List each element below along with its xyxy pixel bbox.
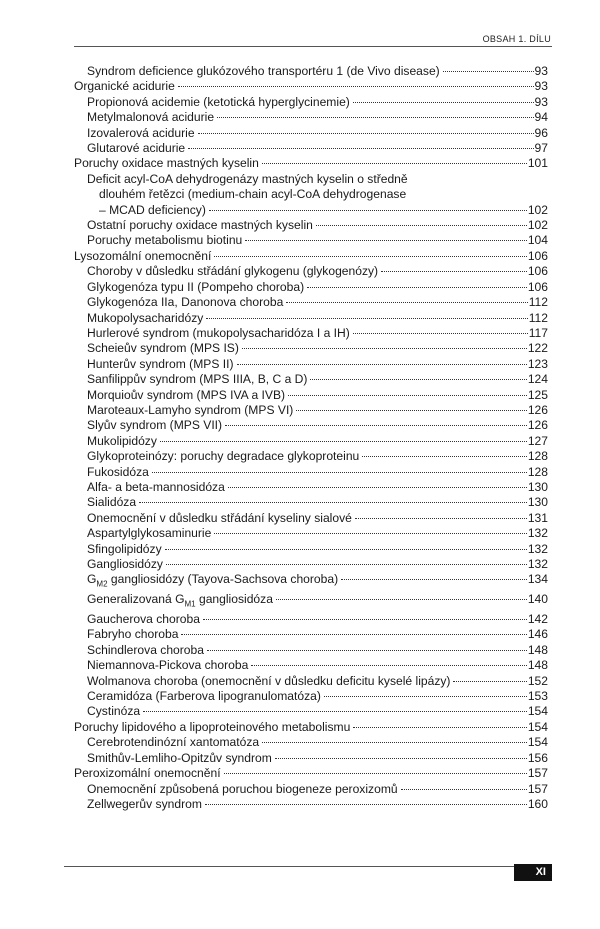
toc-entry <box>74 341 548 356</box>
dot-leader <box>353 727 527 728</box>
toc-entry-page: 132 <box>527 526 548 541</box>
toc-entry-title-text: Hunterův syndrom (MPS II) <box>87 356 234 371</box>
dot-leader <box>443 71 534 72</box>
toc-entry <box>74 449 548 464</box>
toc-entry-title <box>87 735 259 750</box>
dot-leader <box>245 240 527 241</box>
toc-entry <box>74 720 548 735</box>
toc-entry-title <box>87 434 157 449</box>
toc-entry-title-text: Schindlerova choroba <box>87 642 204 657</box>
toc-entry-title <box>87 674 450 689</box>
toc-entry-page: 104 <box>527 233 548 248</box>
dot-leader <box>206 318 527 319</box>
dot-leader <box>228 487 527 488</box>
dot-leader <box>237 364 527 365</box>
toc-entry <box>74 511 548 526</box>
toc-entry-title <box>74 79 175 94</box>
dot-leader <box>178 86 534 87</box>
toc-entry-title-text: gangliosidóza <box>195 592 273 607</box>
toc-entry-title <box>87 372 307 387</box>
toc-entry-title-text: Mukolipidózy <box>87 433 157 448</box>
toc-entry-title <box>87 418 222 433</box>
dot-leader <box>262 163 527 164</box>
dot-leader <box>401 789 527 790</box>
toc-entry <box>74 126 548 141</box>
toc-entry <box>74 418 548 433</box>
toc-entry-title <box>87 480 225 495</box>
toc-entry-title <box>87 388 285 403</box>
toc-entry-title-text: Poruchy metabolismu biotinu <box>87 233 243 248</box>
toc-entry-page: 93 <box>534 94 548 109</box>
table-of-contents <box>74 64 548 812</box>
toc-entry-title-text: Organické acidurie <box>74 79 175 94</box>
toc-entry-page: 96 <box>534 125 548 140</box>
dot-leader <box>307 287 527 288</box>
toc-entry <box>74 465 548 480</box>
toc-entry-page: 97 <box>534 141 548 156</box>
toc-entry-title-text: Hurlerové syndrom (mukopolysacharidóza I a IH) <box>87 325 350 340</box>
toc-entry-title-text: Morquioův syndrom (MPS IVA a IVB) <box>87 387 286 402</box>
toc-entry-page: 153 <box>527 689 548 704</box>
toc-entry-title-text: Propionová acidemie (ketotická hyperglycinemie) <box>87 94 350 109</box>
toc-entry-title-text: Mukopolysacharidózy <box>87 310 204 325</box>
toc-entry <box>74 79 548 94</box>
toc-entry-title-text: Scheieův syndrom (MPS IS) <box>87 341 239 356</box>
toc-entry-title <box>87 782 398 797</box>
toc-entry-page: 131 <box>527 510 548 525</box>
toc-entry <box>74 264 548 279</box>
toc-entry-title-text: Onemocnění v důsledku střádání kyseliny sialové <box>87 510 352 525</box>
toc-entry-title <box>87 557 163 572</box>
toc-entry <box>74 751 548 766</box>
toc-entry-title <box>87 704 140 719</box>
dot-leader <box>143 711 527 712</box>
page-number: XI <box>514 864 552 881</box>
toc-entry-title-text: Poruchy oxidace mastných kyselin <box>74 156 259 171</box>
toc-entry-title-text: Glykoproteinózy: poruchy degradace glykoproteinu <box>87 449 360 464</box>
dot-leader <box>355 518 527 519</box>
toc-entry-title-text: Onemocnění způsobená poruchou biogeneze peroxizomů <box>87 781 398 796</box>
toc-entry-page: 132 <box>527 541 548 556</box>
dot-leader <box>286 302 527 303</box>
dot-leader <box>205 804 527 805</box>
toc-entry <box>74 797 548 812</box>
toc-entry <box>74 233 548 248</box>
dot-leader <box>288 395 527 396</box>
toc-entry-title-text: Ostatní poruchy oxidace mastných kyselin <box>87 218 313 233</box>
toc-entry-title <box>87 689 321 704</box>
dot-leader <box>275 758 527 759</box>
toc-entry-page: 93 <box>534 79 548 94</box>
dot-leader <box>310 379 526 380</box>
toc-entry-title-text: Alfa- a beta-mannosidóza <box>87 479 225 494</box>
toc-entry-page: 93 <box>534 64 548 78</box>
dot-leader <box>207 650 527 651</box>
dot-leader <box>152 472 527 473</box>
dot-leader <box>362 456 527 457</box>
toc-entry <box>74 357 548 372</box>
toc-entry-title-text: gangliosidózy (Tayova-Sachsova choroba) <box>107 572 339 587</box>
header-rule <box>74 46 552 47</box>
toc-entry-title-text: Lysozomální onemocnění <box>74 248 212 263</box>
toc-entry-title <box>87 233 242 248</box>
toc-entry <box>74 572 548 592</box>
toc-entry-title-text: Sfingolipidózy <box>87 541 162 556</box>
toc-entry-title <box>87 572 338 592</box>
toc-entry-page: 101 <box>527 156 548 171</box>
toc-entry-page: 148 <box>527 658 548 673</box>
dot-leader <box>166 564 527 565</box>
toc-entry <box>74 526 548 541</box>
toc-entry <box>74 64 548 79</box>
dot-leader <box>353 102 534 103</box>
toc-entry-page: 146 <box>527 627 548 642</box>
dot-leader <box>324 696 527 697</box>
toc-entry-title-text: Gaucherova choroba <box>87 612 200 627</box>
toc-entry-title <box>74 766 221 781</box>
toc-entry-title <box>99 203 206 218</box>
toc-entry-page: 130 <box>527 495 548 510</box>
toc-entry-title-text: Poruchy lipidového a lipoproteinového metabolismu <box>74 719 351 734</box>
toc-entry-page: 125 <box>527 387 548 402</box>
toc-entry-title-text: – MCAD deficiency) <box>99 202 206 217</box>
toc-entry <box>74 249 548 264</box>
toc-entry-title <box>87 526 211 541</box>
dot-leader <box>139 502 527 503</box>
toc-entry-page: 157 <box>527 766 548 781</box>
toc-entry <box>74 372 548 387</box>
dot-leader <box>224 773 527 774</box>
toc-entry-title <box>87 341 239 356</box>
dot-leader <box>214 256 526 257</box>
toc-entry <box>74 557 548 572</box>
toc-entry <box>74 480 548 495</box>
toc-entry <box>74 689 548 704</box>
toc-entry-title <box>87 751 272 766</box>
toc-entry-page: 128 <box>527 449 548 464</box>
dot-leader <box>251 665 526 666</box>
toc-entry-title-text: Metylmalonová acidurie <box>87 110 215 125</box>
toc-entry-page: 126 <box>527 402 548 417</box>
toc-entry-title <box>87 592 273 612</box>
toc-entry <box>74 280 548 295</box>
toc-entry-title-text: Peroxizomální onemocnění <box>74 766 221 781</box>
toc-entry-title <box>87 797 202 812</box>
toc-entry-subscript: M2 <box>96 579 108 589</box>
dot-leader <box>181 634 526 635</box>
toc-entry-title-text: Wolmanova choroba (onemocnění v důsledku deficitu kyselé lipázy) <box>87 673 451 688</box>
toc-entry-page: 156 <box>527 750 548 765</box>
toc-entry <box>74 542 548 557</box>
toc-entry-page: 106 <box>527 264 548 279</box>
toc-entry-subscript: M1 <box>184 599 196 609</box>
dot-leader <box>262 742 527 743</box>
toc-entry-page: 154 <box>527 704 548 719</box>
dot-leader <box>353 333 528 334</box>
toc-entry-page: 102 <box>527 218 548 233</box>
toc-entry-page: 102 <box>527 202 548 217</box>
toc-entry-page: 154 <box>527 735 548 750</box>
toc-entry <box>74 658 548 673</box>
toc-entry <box>74 295 548 310</box>
toc-entry-title-text: Sanfilippův syndrom (MPS IIIA, B, C a D) <box>87 372 308 387</box>
dot-leader <box>341 579 527 580</box>
toc-entry-page: 127 <box>527 433 548 448</box>
toc-entry-title <box>87 110 214 125</box>
toc-entry-title <box>87 658 248 673</box>
toc-entry-title-text: Zellwegerův syndrom <box>87 796 202 811</box>
toc-entry-page: 94 <box>534 110 548 125</box>
toc-entry-title-text: Choroby v důsledku střádání glykogenu (glykogenózy) <box>87 264 379 279</box>
toc-entry-title <box>87 64 440 79</box>
toc-entry-title <box>74 720 350 735</box>
dot-leader <box>242 348 527 349</box>
toc-entry <box>74 434 548 449</box>
toc-entry-title <box>87 218 313 233</box>
toc-entry-title-text: Generalizovaná G <box>87 592 185 607</box>
toc-entry-title <box>74 156 259 171</box>
dot-leader <box>225 425 527 426</box>
toc-entry-title-text: Cystinóza <box>87 704 141 719</box>
toc-entry <box>74 782 548 797</box>
toc-entry-title-text: Glutarové acidurie <box>87 141 186 156</box>
toc-entry-title-line: dlouhém řetězci (medium-chain acyl-CoA dehydrogenase <box>99 187 407 202</box>
toc-entry <box>74 592 548 612</box>
toc-entry-title-text: Fukosidóza <box>87 464 149 479</box>
toc-entry-page: 130 <box>527 479 548 494</box>
dot-leader <box>160 441 527 442</box>
toc-entry <box>74 704 548 719</box>
toc-entry <box>74 172 548 218</box>
toc-entry-page: 123 <box>527 356 548 371</box>
toc-entry-title <box>87 141 185 156</box>
toc-entry-title-text: Aspartylglykosaminurie <box>87 526 212 541</box>
dot-leader <box>381 271 527 272</box>
toc-entry-title-text: Glykogenóza typu II (Pompeho choroba) <box>87 279 305 294</box>
toc-entry-title-line: Deficit acyl-CoA dehydrogenázy mastných kyselin o středně <box>87 171 408 186</box>
toc-entry-title <box>87 627 178 642</box>
toc-entry-title <box>87 357 234 372</box>
toc-entry-title-text: Cerebrotendinózní xantomatóza <box>87 735 260 750</box>
toc-entry <box>74 388 548 403</box>
running-head: OBSAH 1. DÍLU <box>482 34 551 44</box>
toc-entry <box>74 326 548 341</box>
toc-entry-title <box>87 465 149 480</box>
dot-leader <box>165 549 527 550</box>
dot-leader <box>217 117 534 118</box>
toc-entry-title <box>87 326 350 341</box>
toc-entry <box>74 643 548 658</box>
toc-entry-title <box>87 403 293 418</box>
toc-entry-title <box>87 295 283 310</box>
toc-entry-title <box>87 126 195 141</box>
toc-entry-title <box>87 449 359 464</box>
toc-entry <box>74 766 548 781</box>
toc-entry-title-text: Glykogenóza IIa, Danonova choroba <box>87 295 284 310</box>
footer-rule <box>64 866 552 867</box>
toc-entry-title <box>87 280 304 295</box>
dot-leader <box>188 148 533 149</box>
toc-entry-title <box>74 249 211 264</box>
dot-leader <box>276 599 527 600</box>
toc-entry-title-text: Maroteaux-Lamyho syndrom (MPS VI) <box>87 402 294 417</box>
toc-entry <box>74 612 548 627</box>
toc-entry <box>74 495 548 510</box>
toc-entry <box>74 110 548 125</box>
toc-entry <box>74 141 548 156</box>
toc-entry-page: 160 <box>527 796 548 811</box>
toc-entry-title-text: G <box>87 572 97 587</box>
toc-entry <box>74 95 548 110</box>
toc-entry-title-text: Syndrom deficience glukózového transportéru 1 (de Vivo disease) <box>87 64 440 78</box>
dot-leader <box>203 619 527 620</box>
toc-entry-title <box>87 95 350 110</box>
dot-leader <box>214 533 526 534</box>
toc-entry-title-text: Ceramidóza (Farberova lipogranulomatóza) <box>87 689 321 704</box>
toc-entry-title <box>87 311 203 326</box>
dot-leader <box>296 410 526 411</box>
toc-entry-title <box>87 511 352 526</box>
toc-entry-title <box>87 643 204 658</box>
toc-entry-page: 157 <box>527 781 548 796</box>
toc-entry-page: 148 <box>527 642 548 657</box>
toc-entry-page: 140 <box>527 592 548 607</box>
toc-entry-page: 122 <box>527 341 548 356</box>
dot-leader <box>209 210 527 211</box>
toc-entry-title <box>87 264 378 279</box>
toc-entry <box>74 218 548 233</box>
toc-entry-title <box>87 612 200 627</box>
toc-entry-title <box>87 542 162 557</box>
dot-leader <box>316 225 527 226</box>
toc-entry <box>74 674 548 689</box>
toc-entry-page: 132 <box>527 557 548 571</box>
toc-entry-page: 128 <box>527 464 548 479</box>
dot-leader <box>453 681 526 682</box>
toc-entry-page: 106 <box>527 248 548 263</box>
toc-entry-page: 106 <box>527 279 548 294</box>
toc-entry <box>74 627 548 642</box>
toc-entry-title-text: Sialidóza <box>87 495 137 510</box>
toc-entry-title-text: Slyův syndrom (MPS VII) <box>87 418 223 433</box>
toc-entry-page: 117 <box>528 325 548 340</box>
toc-entry-page: 154 <box>527 719 548 734</box>
toc-entry <box>74 311 548 326</box>
toc-entry-title <box>87 495 136 510</box>
toc-entry-page: 126 <box>527 418 548 433</box>
toc-entry-title-text: Smithův-Lemliho-Opitzův syndrom <box>87 750 272 765</box>
toc-entry-page: 134 <box>527 572 548 587</box>
toc-entry-title-text: Gangliosidózy <box>87 557 163 571</box>
toc-entry <box>74 735 548 750</box>
toc-entry-title-text: Niemannova-Pickova choroba <box>87 658 249 673</box>
toc-entry-page: 142 <box>527 612 548 627</box>
toc-entry <box>74 403 548 418</box>
toc-entry-title-text: Fabryho choroba <box>87 627 179 642</box>
toc-entry-page: 112 <box>528 295 548 310</box>
dot-leader <box>198 133 534 134</box>
toc-entry <box>74 156 548 171</box>
toc-entry-title-text: Izovalerová acidurie <box>87 125 195 140</box>
toc-entry-page: 152 <box>527 673 548 688</box>
toc-entry-page: 112 <box>528 310 548 325</box>
toc-entry-page: 124 <box>527 372 548 387</box>
